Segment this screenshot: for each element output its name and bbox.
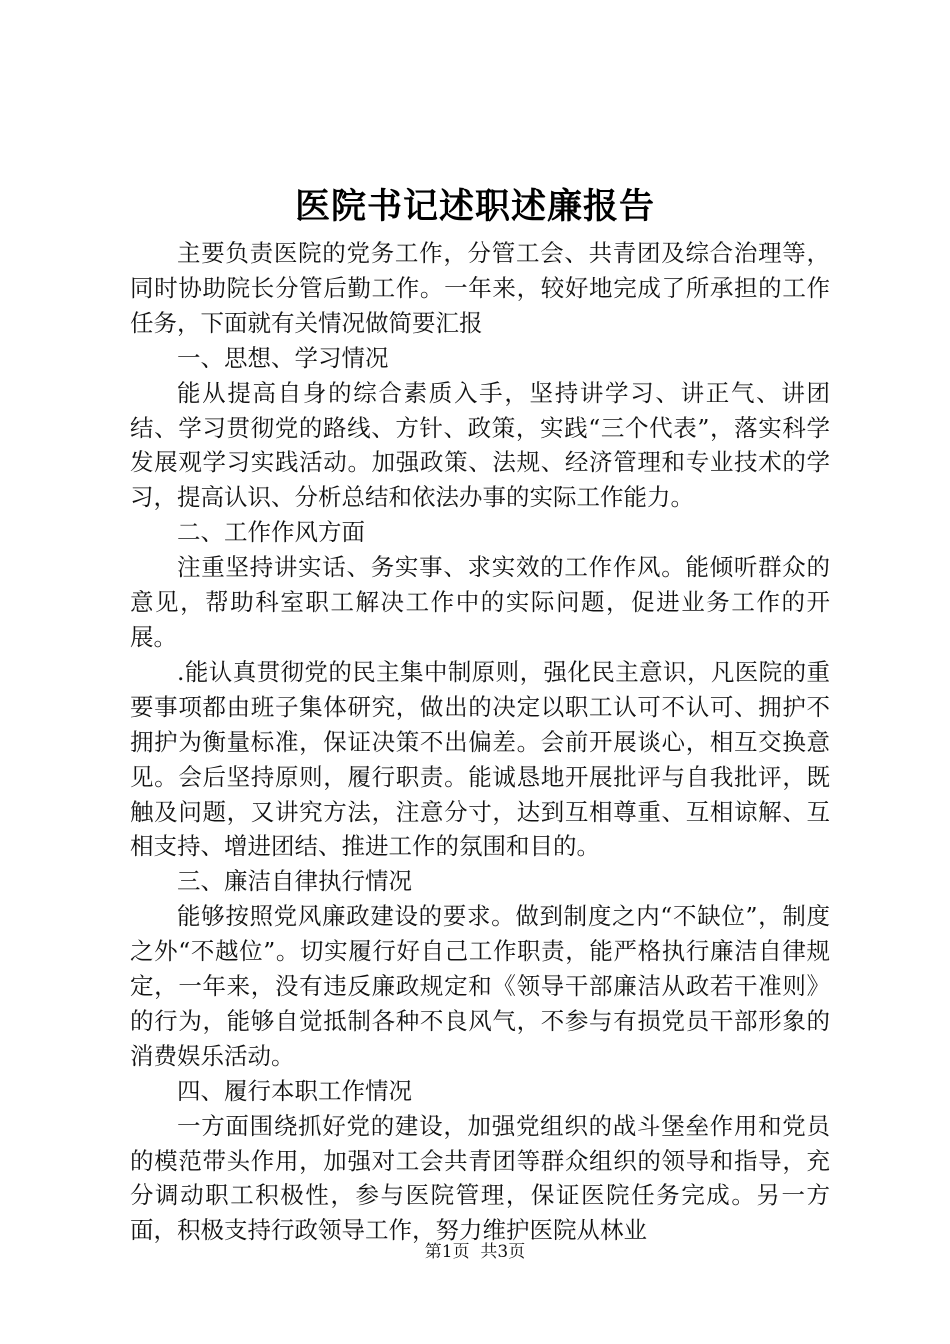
paragraph-democratic-centralism: .能认真贯彻党的民主集中制原则，强化民主意识，凡医院的重要事项都由班子集体研究，做出的决定以职工认可不认可、拥护不拥护为衡量标准，保证决策不出偏差。会前开展谈心，相互交换意见。会后坚持原则，履行职责。能诚恳地开展批评与自我批评，既触及问题，又讲究方法，注意分寸，达到互相尊重、互相谅解、互相支持、增进团结、推进工作的氛围和目的。 <box>130 657 830 861</box>
page-number-total: 共3页 <box>480 1242 526 1262</box>
page-number-current: 第1页 <box>424 1242 470 1262</box>
document-title: 医院书记述职述廉报告 <box>294 186 655 227</box>
section-heading-2: 二、工作作风方面 <box>177 518 365 547</box>
paragraph-study: 能从提高自身的综合素质入手，坚持讲学习、讲正气、讲团结、学习贯彻党的路线、方针、政策，实践“三个代表”，落实科学发展观学习实践活动。加强政策、法规、经济管理和专业技术的学习，提高认识、分析总结和依法办事的实际工作能力。 <box>130 378 830 512</box>
paragraph-intro: 主要负责医院的党务工作，分管工会、共青团及综合治理等，同时协助院长分管后勤工作。一年来，较好地完成了所承担的工作任务，下面就有关情况做简要汇报 <box>130 239 830 337</box>
paragraph-integrity: 能够按照党风廉政建设的要求。做到制度之内“不缺位”，制度之外“不越位”。切实履行好自己工作职责，能严格执行廉洁自律规定，一年来，没有违反廉政规定和《领导干部廉洁从政若干准则》的行为，能够自觉抵制各种不良风气，不参与有损党员干部形象的消费娱乐活动。 <box>130 902 830 1070</box>
section-heading-4: 四、履行本职工作情况 <box>177 1076 412 1105</box>
section-heading-3: 三、廉洁自律执行情况 <box>177 867 412 896</box>
section-heading-1: 一、思想、学习情况 <box>177 343 389 372</box>
page-footer <box>0 1240 950 1264</box>
document-body <box>130 236 830 1248</box>
paragraph-work-style: 注重坚持讲实话、务实事、求实效的工作作风。能倾听群众的意见，帮助科室职工解决工作中的实际问题，促进业务工作的开展。 <box>130 553 830 651</box>
paragraph-duties: 一方面围绕抓好党的建设，加强党组织的战斗堡垒作用和党员的模范带头作用，加强对工会共青团等群众组织的领导和指导，充分调动职工积极性，参与医院管理，保证医院任务完成。另一方面，积极支持行政领导工作，努力维护医院从林业 <box>130 1111 830 1245</box>
